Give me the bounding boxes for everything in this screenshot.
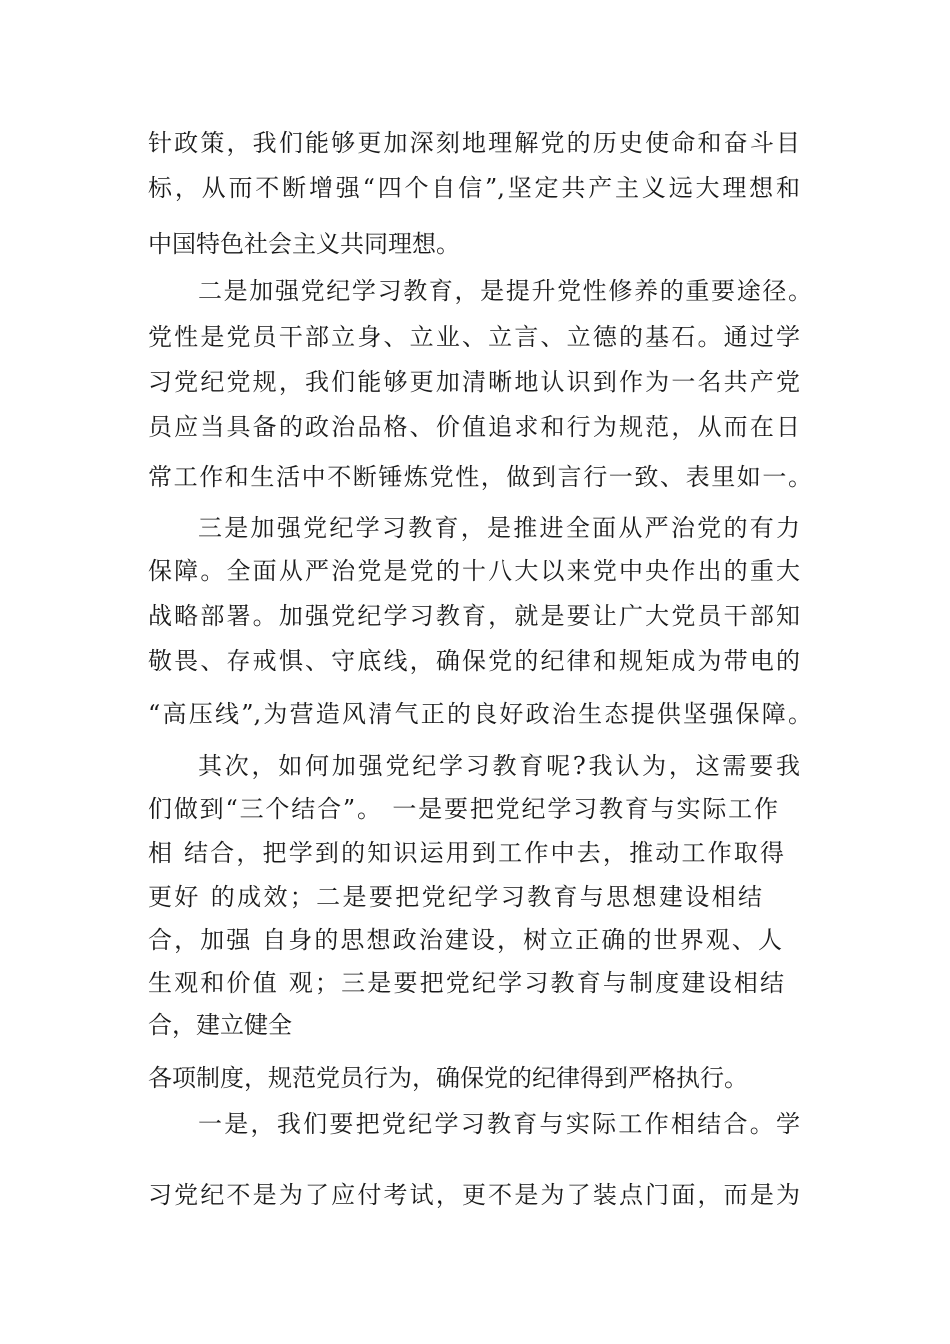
text-line-18: 合，加强 自身的思想政治建设，树立正确的世界观、人 <box>148 926 782 954</box>
text-line-9: 三是加强党纪学习教育，是推进全面从严治党的有力 <box>198 514 800 542</box>
text-line-16: 相 结合，把学到的知识运用到工作中去，推动工作取得 <box>148 839 784 867</box>
text-line-1: 针政策，我们能够更加深刻地理解党的历史使命和奋斗目 <box>148 129 800 157</box>
text-line-5: 党性是党员干部立身、立业、立言、立德的基石。通过学 <box>148 323 800 351</box>
text-line-23: 习党纪不是为了应付考试，更不是为了装点门面，而是为 <box>148 1181 800 1209</box>
text-line-13: “高压线”,为营造风清气正的良好政治生态提供坚强保障。 <box>148 700 812 728</box>
text-line-10: 保障。全面从严治党是党的十八大以来党中央作出的重大 <box>148 557 800 585</box>
text-line-19: 生观和价值 观；三是要把党纪学习教育与制度建设相结 <box>148 969 784 997</box>
text-line-2: 标，从而不断增强“四个自信”,坚定共产主义远大理想和 <box>148 174 800 202</box>
text-line-12: 敬畏、存戒惧、守底线，确保党的纪律和规矩成为带电的 <box>148 647 800 675</box>
text-line-15: 们做到“三个结合”。 一是要把党纪学习教育与实际工作 <box>148 795 778 823</box>
text-line-11: 战略部署。加强党纪学习教育，就是要让广大党员干部知 <box>148 602 800 630</box>
text-line-8: 常工作和生活中不断锤炼党性，做到言行一致、表里如一。 <box>148 463 812 491</box>
text-line-20: 合，建立健全 <box>148 1011 292 1039</box>
text-line-14: 其次，如何加强党纪学习教育呢?我认为，这需要我 <box>198 752 800 780</box>
text-line-6: 习党纪党规，我们能够更加清晰地认识到作为一名共产党 <box>148 368 800 396</box>
text-line-7: 员应当具备的政治品格、价值追求和行为规范，从而在日 <box>148 413 800 441</box>
text-line-3: 中国特色社会主义共同理想。 <box>148 230 460 258</box>
text-line-22: 一是，我们要把党纪学习教育与实际工作相结合。学 <box>198 1110 800 1138</box>
text-line-4: 二是加强党纪学习教育，是提升党性修养的重要途径。 <box>198 277 812 305</box>
text-line-21: 各项制度，规范党员行为，确保党的纪律得到严格执行。 <box>148 1064 748 1092</box>
text-line-17: 更好 的成效；二是要把党纪学习教育与思想建设相结 <box>148 883 762 911</box>
